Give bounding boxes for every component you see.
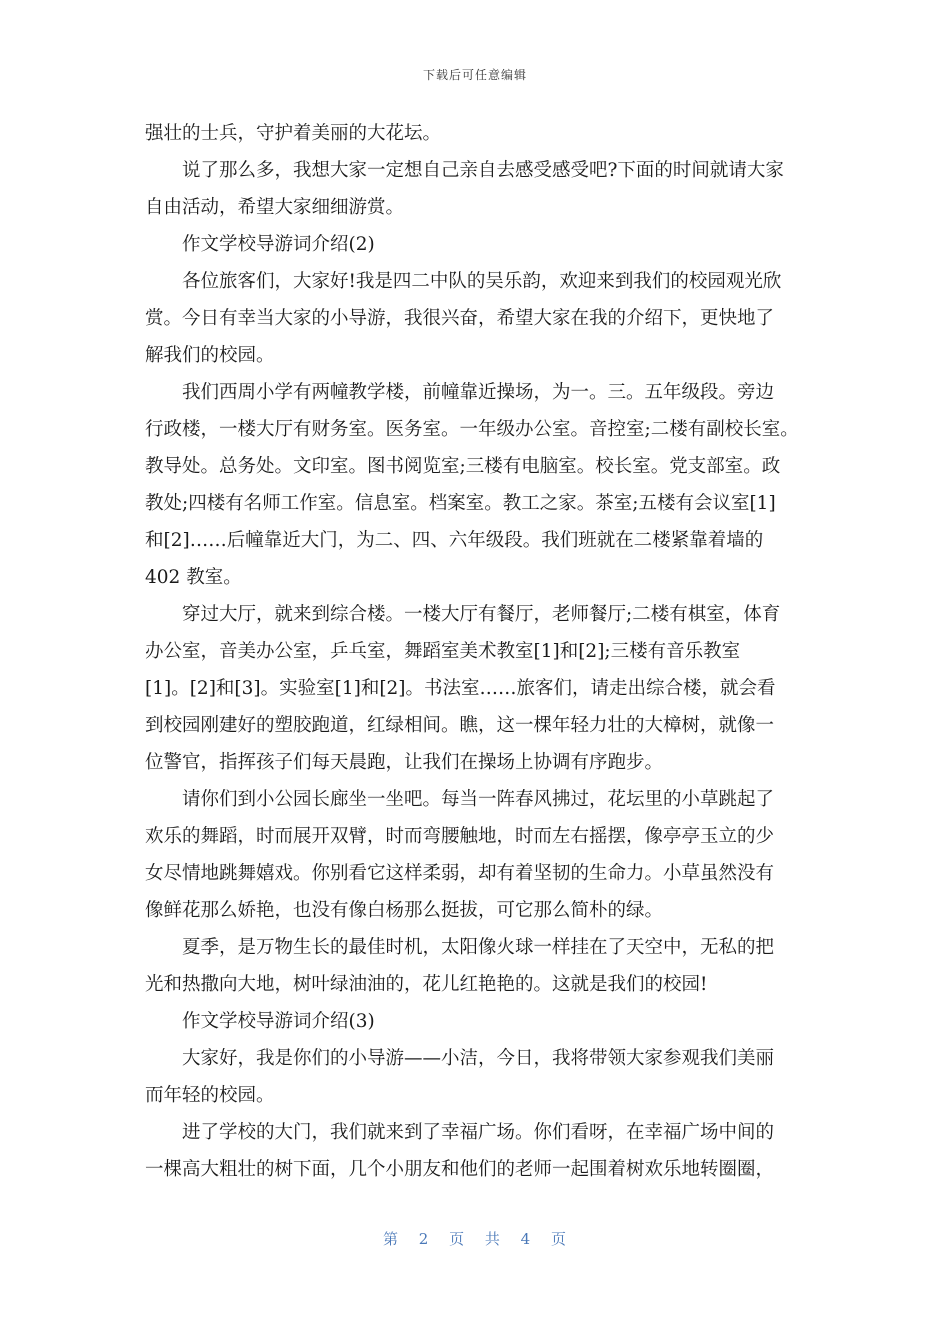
page-header: 下载后可任意编辑 [422, 68, 527, 82]
text-line: 女尽情地跳舞嬉戏。你别看它这样柔弱，却有着坚韧的生命力。小草虽然没有 [145, 863, 775, 884]
document-body [145, 115, 825, 1188]
text-line: 自由活动，希望大家细细游赏。 [145, 197, 405, 218]
text-line: 行政楼，一楼大厅有财务室。医务室。一年级办公室。音控室;二楼有副校长室。 [145, 419, 799, 440]
text-line: 各位旅客们，大家好!我是四二中队的吴乐韵，欢迎来到我们的校园观光欣 [182, 271, 782, 292]
text-line: 而年轻的校园。 [145, 1085, 275, 1106]
text-line: 作文学校导游词介绍(2) [182, 234, 375, 255]
text-line: 位警官，指挥孩子们每天晨跑，让我们在操场上协调有序跑步。 [145, 752, 664, 773]
text-line: 赏。今日有幸当大家的小导游，我很兴奋，希望大家在我的介绍下，更快地了 [145, 308, 775, 329]
text-line: 欢乐的舞蹈，时而展开双臂，时而弯腰触地，时而左右摇摆，像亭亭玉立的少 [145, 826, 775, 847]
text-line: 办公室，音美办公室，乒乓室，舞蹈室美术教室[1]和[2];三楼有音乐教室 [145, 641, 741, 662]
text-line: 作文学校导游词介绍(3) [182, 1011, 375, 1032]
page-number-footer: 第 2 页 共 4 页 [383, 1230, 567, 1248]
text-line: 教处;四楼有名师工作室。信息室。档案室。教工之家。茶室;五楼有会议室[1] [145, 493, 776, 514]
text-line: 一棵高大粗壮的树下面，几个小朋友和他们的老师一起围着树欢乐地转圈圈， [145, 1159, 775, 1180]
text-line: 我们西周小学有两幢教学楼，前幢靠近操场，为一。三。五年级段。旁边 [182, 382, 775, 403]
text-line: [1]。[2]和[3]。实验室[1]和[2]。书法室……旅客们，请走出综合楼，就会看 [145, 678, 776, 699]
text-line: 到校园刚建好的塑胶跑道，红绿相间。瞧，这一棵年轻力壮的大樟树，就像一 [145, 715, 775, 736]
text-line: 解我们的校园。 [145, 345, 275, 366]
text-line: 402 教室。 [145, 567, 242, 588]
text-line: 大家好，我是你们的小导游——小洁，今日，我将带领大家参观我们美丽 [182, 1048, 775, 1069]
text-line: 光和热撒向大地，树叶绿油油的，花儿红艳艳的。这就是我们的校园! [145, 974, 708, 995]
text-line: 说了那么多，我想大家一定想自己亲自去感受感受吧?下面的时间就请大家 [182, 160, 784, 181]
text-line: 教导处。总务处。文印室。图书阅览室;三楼有电脑室。校长室。党支部室。政 [145, 456, 781, 477]
text-line: 夏季，是万物生长的最佳时机，太阳像火球一样挂在了天空中，无私的把 [182, 937, 775, 958]
text-line: 进了学校的大门，我们就来到了幸福广场。你们看呀，在幸福广场中间的 [182, 1122, 775, 1143]
text-line: 请你们到小公园长廊坐一坐吧。每当一阵春风拂过，花坛里的小草跳起了 [182, 789, 775, 810]
text-line: 强壮的士兵，守护着美丽的大花坛。 [145, 123, 442, 144]
text-line: 穿过大厅，就来到综合楼。一楼大厅有餐厅，老师餐厅;二楼有棋室，体育 [182, 604, 781, 625]
text-line: 和[2]……后幢靠近大门，为二、四、六年级段。我们班就在二楼紧靠着墙的 [145, 530, 764, 551]
text-line: 像鲜花那么娇艳，也没有像白杨那么挺拔，可它那么简朴的绿。 [145, 900, 664, 921]
